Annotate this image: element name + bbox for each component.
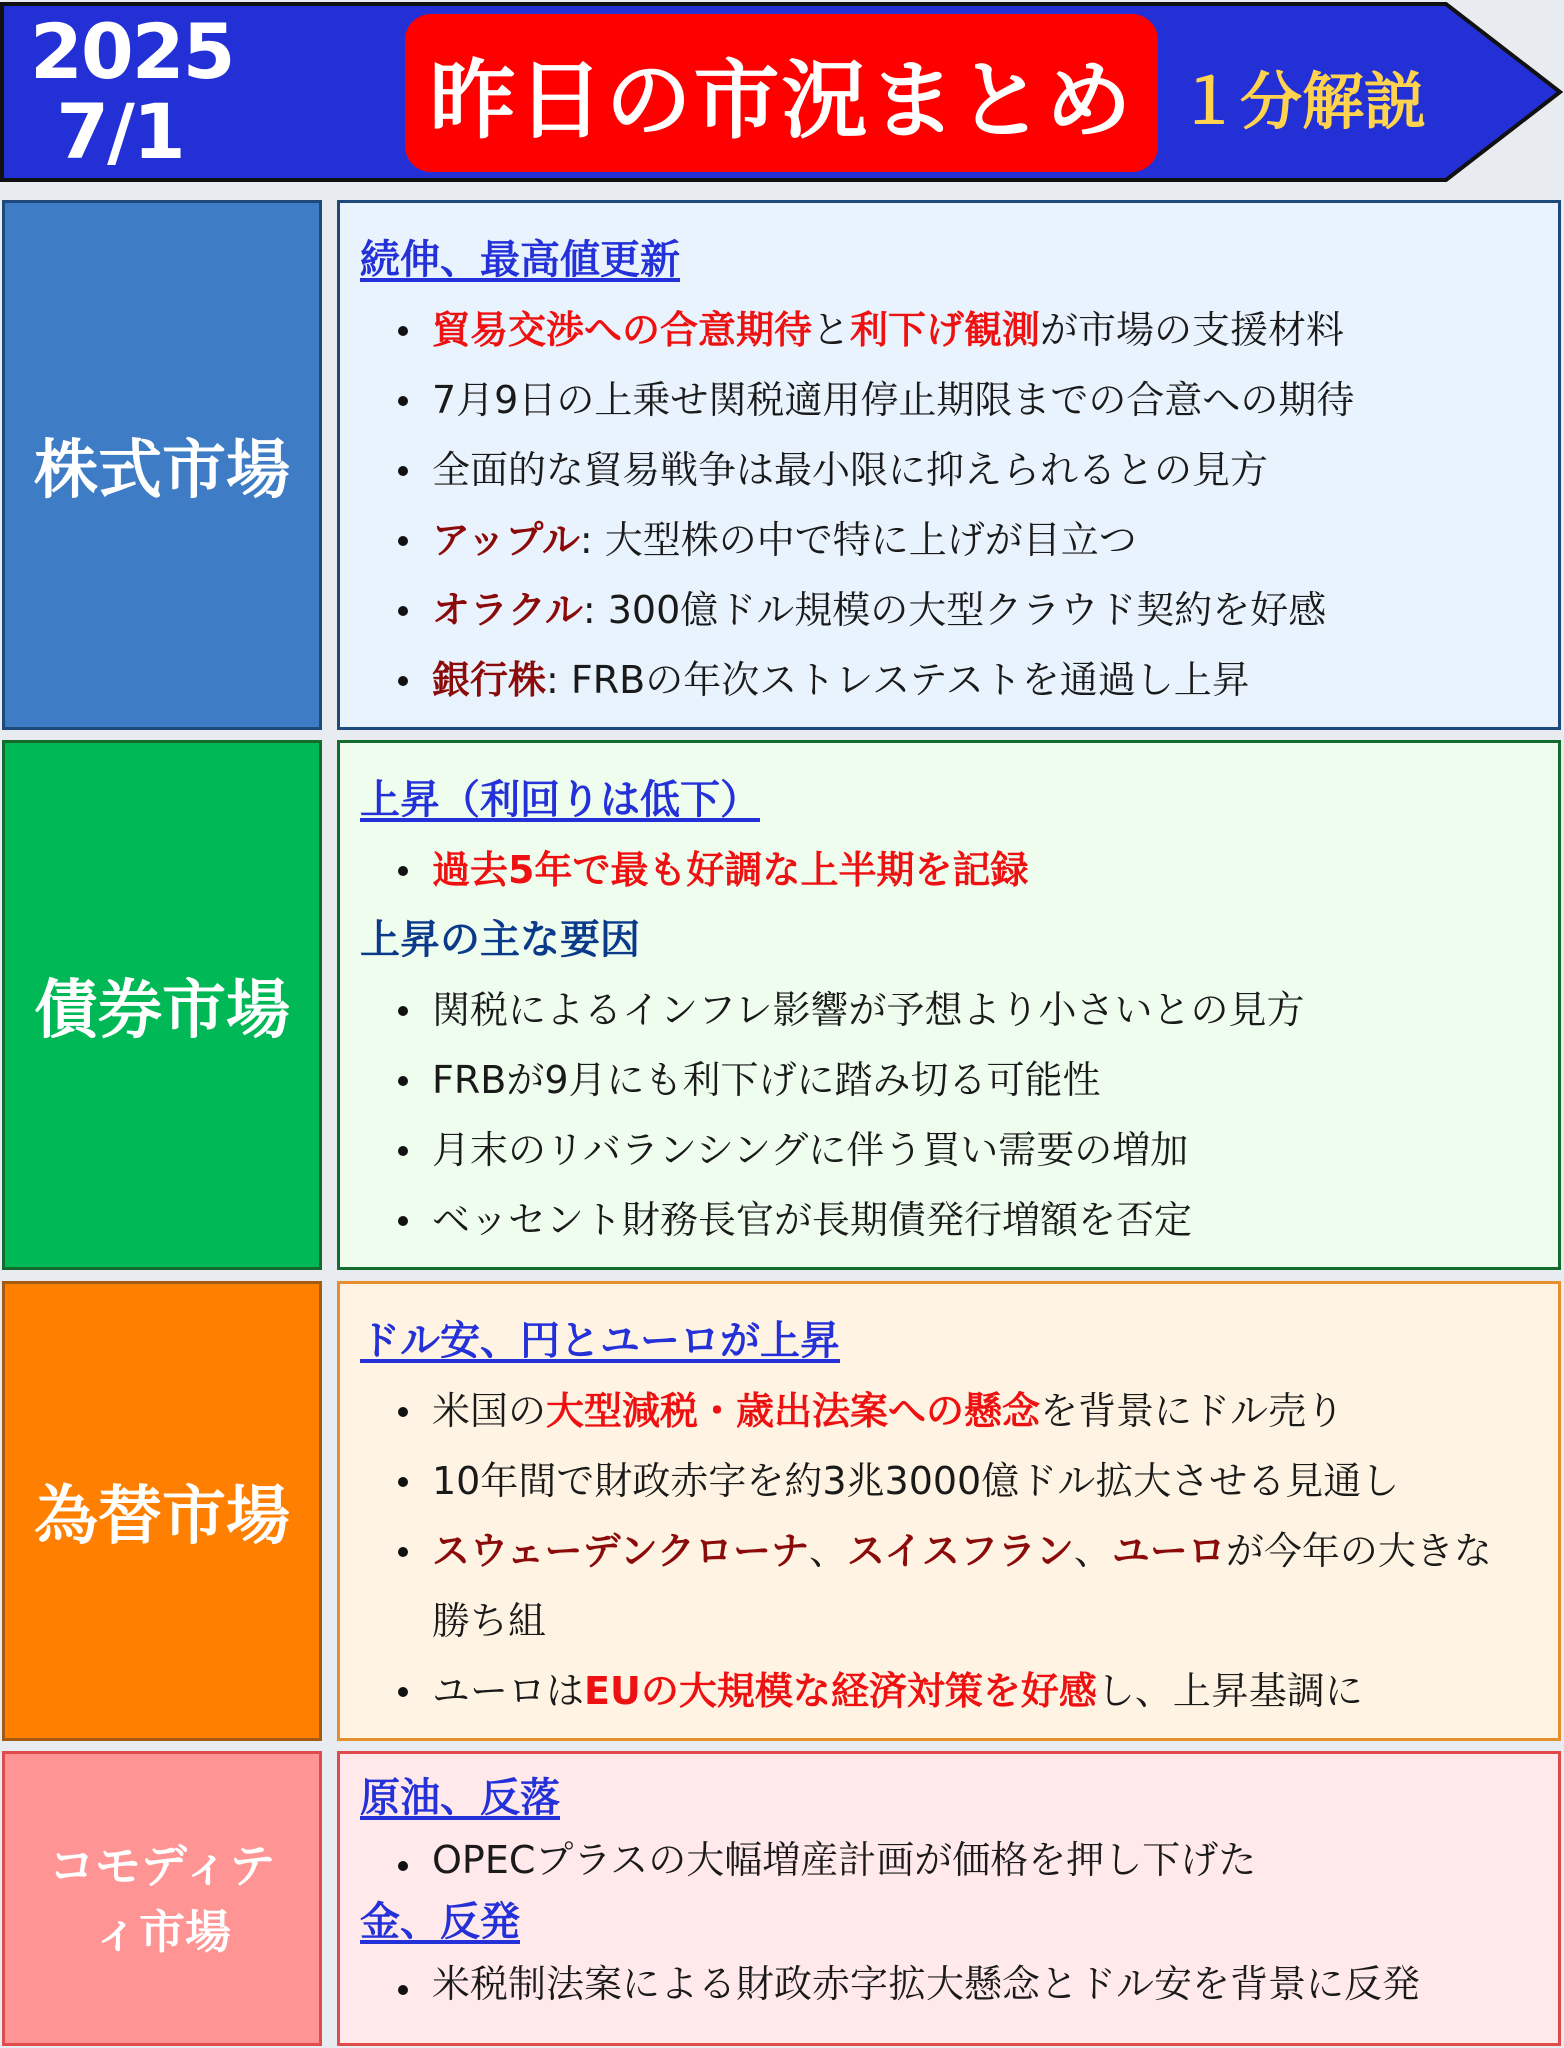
section-subheading: 上昇の主な要因 <box>360 917 640 963</box>
list-item <box>360 645 1538 715</box>
bullet-text: 7月9日の上乗せ関税適用停止期限までの合意への期待 <box>432 378 1355 422</box>
bullet-list <box>360 1830 1538 1890</box>
section-label-commodities <box>2 1751 322 2046</box>
bullet-text: 米税制法案による財政赤字拡大懸念とドル安を背景に反発 <box>432 1962 1421 2006</box>
bullet-text: : FRBの年次ストレステストを通過し上昇 <box>546 658 1250 702</box>
section-heading: 続伸、最高値更新 <box>360 237 680 283</box>
highlight-text: EUの大規模な経済対策を好感 <box>584 1669 1097 1713</box>
bullet-list <box>360 295 1538 715</box>
list-item <box>360 295 1538 365</box>
section-subheading: 金、反発 <box>360 1899 520 1945</box>
section-label-text: 債券市場 <box>34 974 290 1048</box>
bullet-text: を背景にドル売り <box>1040 1389 1345 1433</box>
list-item <box>360 1045 1538 1115</box>
bullet-text: OPECプラスの大幅増産計画が価格を押し下げた <box>432 1838 1257 1882</box>
bullet-text: が市場の支援材料 <box>1040 308 1345 352</box>
section-label-text: コモディティ市場 <box>48 1838 276 1959</box>
bullet-list <box>360 835 1538 905</box>
bullet-text: ユーロは <box>432 1669 585 1713</box>
section-content-bonds <box>337 740 1561 1270</box>
list-item <box>360 435 1538 505</box>
bullet-text: が今年の大きな勝ち組 <box>432 1529 1492 1643</box>
section-content-stocks <box>337 200 1561 730</box>
bullet-text: 米国の <box>432 1389 547 1433</box>
section-content-fx <box>337 1281 1561 1741</box>
section-label-text: 株式市場 <box>34 434 290 508</box>
bullet-text: : 大型株の中で特に上げが目立つ <box>579 518 1137 562</box>
list-item <box>360 975 1538 1045</box>
section-heading: 原油、反落 <box>360 1775 560 1821</box>
section-label-stocks <box>2 200 322 730</box>
list-item <box>360 1185 1538 1255</box>
highlight-text: 貿易交渉への合意期待 <box>432 308 813 352</box>
section-heading: 上昇（利回りは低下） <box>360 777 760 823</box>
list-item <box>360 835 1538 905</box>
highlight-text: 過去5年で最も好調な上半期を記録 <box>432 848 1029 892</box>
bullet-text: 10年間で財政赤字を約3兆3000億ドル拡大させる見通し <box>432 1459 1400 1503</box>
section-content-commodities <box>337 1751 1561 2046</box>
bullet-text: 全面的な貿易戦争は最小限に抑えられるとの見方 <box>432 448 1269 492</box>
highlight-text: 利下げ観測 <box>850 308 1041 352</box>
date-day: 7/1 <box>56 87 184 176</box>
list-item <box>360 1656 1538 1726</box>
list-item <box>360 365 1538 435</box>
list-item <box>360 1115 1538 1185</box>
date-year: 2025 <box>30 7 234 96</box>
section-heading: ドル安、円とユーロが上昇 <box>360 1318 840 1364</box>
bullet-text: : 300億ドル規模の大型クラウド契約を好感 <box>582 588 1327 632</box>
bullet-text: 関税によるインフレ影響が予想より小さいとの見方 <box>432 988 1305 1032</box>
highlight-text: ユーロ <box>1111 1529 1226 1573</box>
date-block <box>30 7 234 176</box>
bullet-text: 、 <box>808 1529 847 1573</box>
list-item <box>360 1376 1538 1446</box>
section-label-text: 為替市場 <box>34 1480 290 1554</box>
list-item <box>360 505 1538 575</box>
list-item <box>360 1446 1538 1516</box>
section-label-bonds <box>2 740 322 1270</box>
page-subtitle: １分解説 <box>1178 65 1427 138</box>
bullet-list <box>360 1954 1538 2014</box>
highlight-text: 大型減税・歳出法案への懸念 <box>546 1389 1041 1433</box>
highlight-text: スウェーデンクローナ <box>432 1529 809 1573</box>
highlight-text: スイスフラン <box>846 1529 1074 1573</box>
highlight-text: オラクル <box>432 588 583 632</box>
highlight-text: アップル <box>432 518 580 562</box>
bullet-text: 、 <box>1073 1529 1112 1573</box>
list-item <box>360 575 1538 645</box>
bullet-list <box>360 1376 1538 1726</box>
list-item <box>360 1954 1538 2014</box>
bullet-text: し、上昇基調に <box>1096 1669 1363 1713</box>
highlight-text: 銀行株 <box>432 658 547 702</box>
section-label-fx <box>2 1281 322 1741</box>
bullet-text: 月末のリバランシングに伴う買い需要の増加 <box>432 1128 1189 1172</box>
bullet-text: ベッセント財務長官が長期債発行増額を否定 <box>432 1198 1193 1242</box>
list-item <box>360 1830 1538 1890</box>
list-item <box>360 1516 1538 1656</box>
title-box <box>405 14 1158 172</box>
bullet-text: FRBが9月にも利下げに踏み切る可能性 <box>432 1058 1101 1102</box>
bullet-text: と <box>812 308 851 352</box>
page-title: 昨日の市況まとめ <box>429 51 1134 151</box>
bullet-list <box>360 975 1538 1255</box>
header-banner <box>0 0 1564 184</box>
